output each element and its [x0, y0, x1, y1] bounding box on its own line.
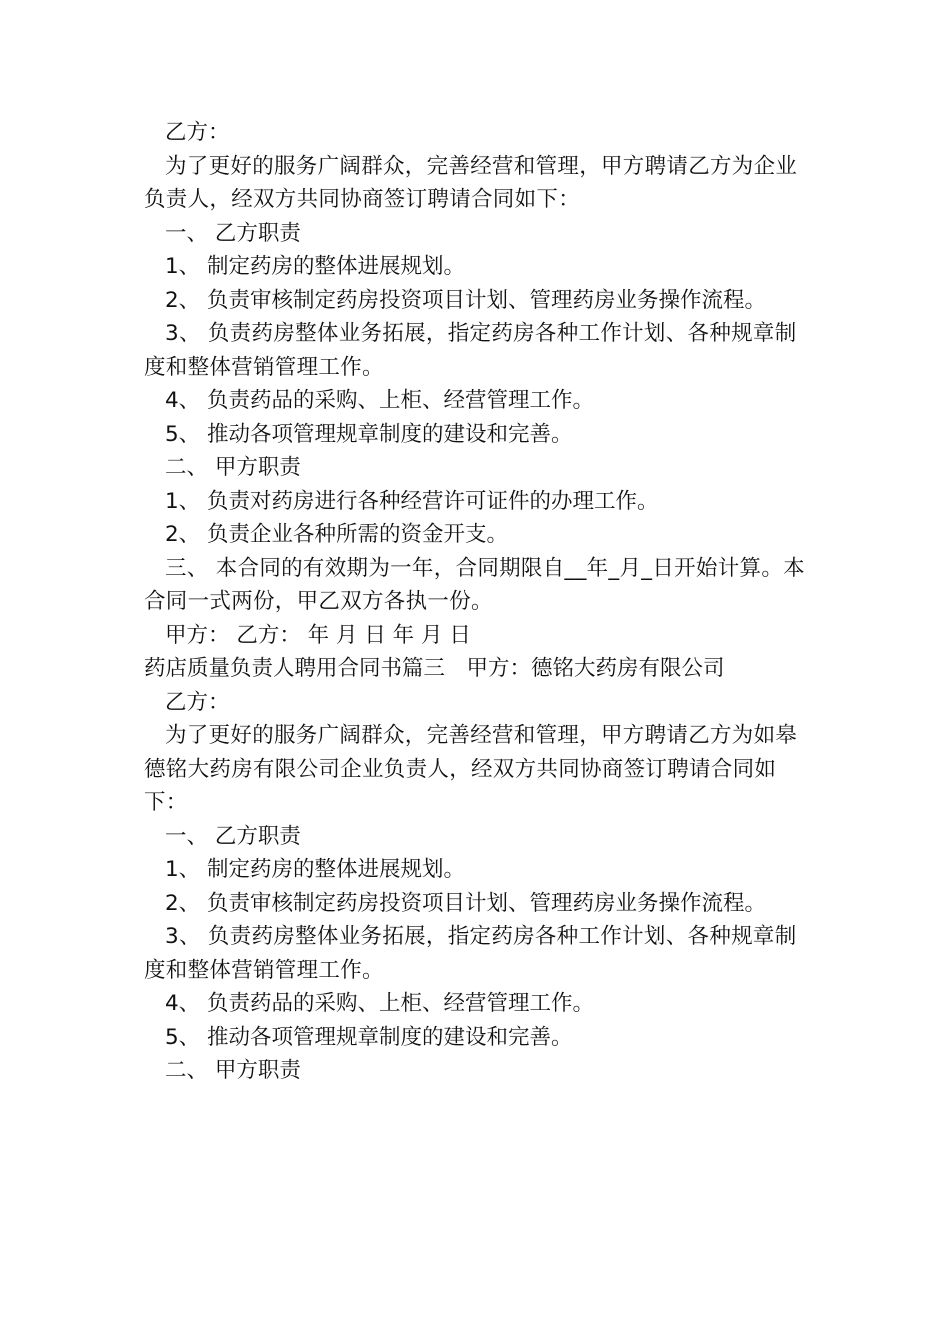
paragraph-intro: 为了更好的服务广阔群众，完善经营和管理，甲方聘请乙方为如皋德铭大药房有限公司企业负责人，经双方共同协商签订聘请合同如下： — [144, 723, 798, 815]
section-heading-b-duties: 一、 乙方职责 — [165, 220, 301, 246]
list-item: 3、 负责药房整体业务拓展，指定药房各种工作计划、各种规章制度和整体营销管理工作。 — [144, 924, 797, 983]
list-item: 4、 负责药品的采购、上柜、经营管理工作。 — [165, 388, 595, 413]
list-item: 1、 负责对药房进行各种经营许可证件的办理工作。 — [165, 488, 659, 514]
document-body — [144, 116, 814, 1088]
list-item: 5、 推动各项管理规章制度的建设和完善。 — [165, 1024, 573, 1050]
list-item: 1、 制定药房的整体进展规划。 — [165, 857, 466, 882]
list-item: 3、 负责药房整体业务拓展，指定药房各种工作计划、各种规章制度和整体营销管理工作。 — [144, 321, 797, 380]
section-term: 三、 本合同的有效期为一年，合同期限自__年_月_日开始计算。本合同一式两份，甲乙双方各执一份。 — [144, 555, 805, 614]
list-item: 4、 负责药品的采购、上柜、经营管理工作。 — [165, 991, 595, 1016]
section-title-part-three: 药店质量负责人聘用合同书篇三 甲方：德铭大药房有限公司 — [144, 656, 725, 681]
paragraph-party-b: 乙方： — [165, 689, 230, 715]
list-item: 5、 推动各项管理规章制度的建设和完善。 — [165, 421, 573, 447]
section-heading-a-duties: 二、 甲方职责 — [165, 1058, 301, 1083]
list-item: 1、 制定药房的整体进展规划。 — [165, 254, 466, 279]
signature-line: 甲方： 乙方： 年 月 日 年 月 日 — [165, 622, 471, 648]
list-item: 2、 负责审核制定药房投资项目计划、管理药房业务操作流程。 — [165, 287, 767, 313]
paragraph-intro: 为了更好的服务广阔群众，完善经营和管理，甲方聘请乙方为企业负责人，经双方共同协商签订聘请合同如下： — [144, 153, 798, 212]
section-heading-b-duties: 一、 乙方职责 — [165, 823, 301, 849]
paragraph-party-b: 乙方： — [165, 120, 230, 145]
list-item: 2、 负责审核制定药房投资项目计划、管理药房业务操作流程。 — [165, 890, 767, 916]
list-item: 2、 负责企业各种所需的资金开支。 — [165, 522, 509, 547]
section-heading-a-duties: 二、 甲方职责 — [165, 455, 301, 480]
